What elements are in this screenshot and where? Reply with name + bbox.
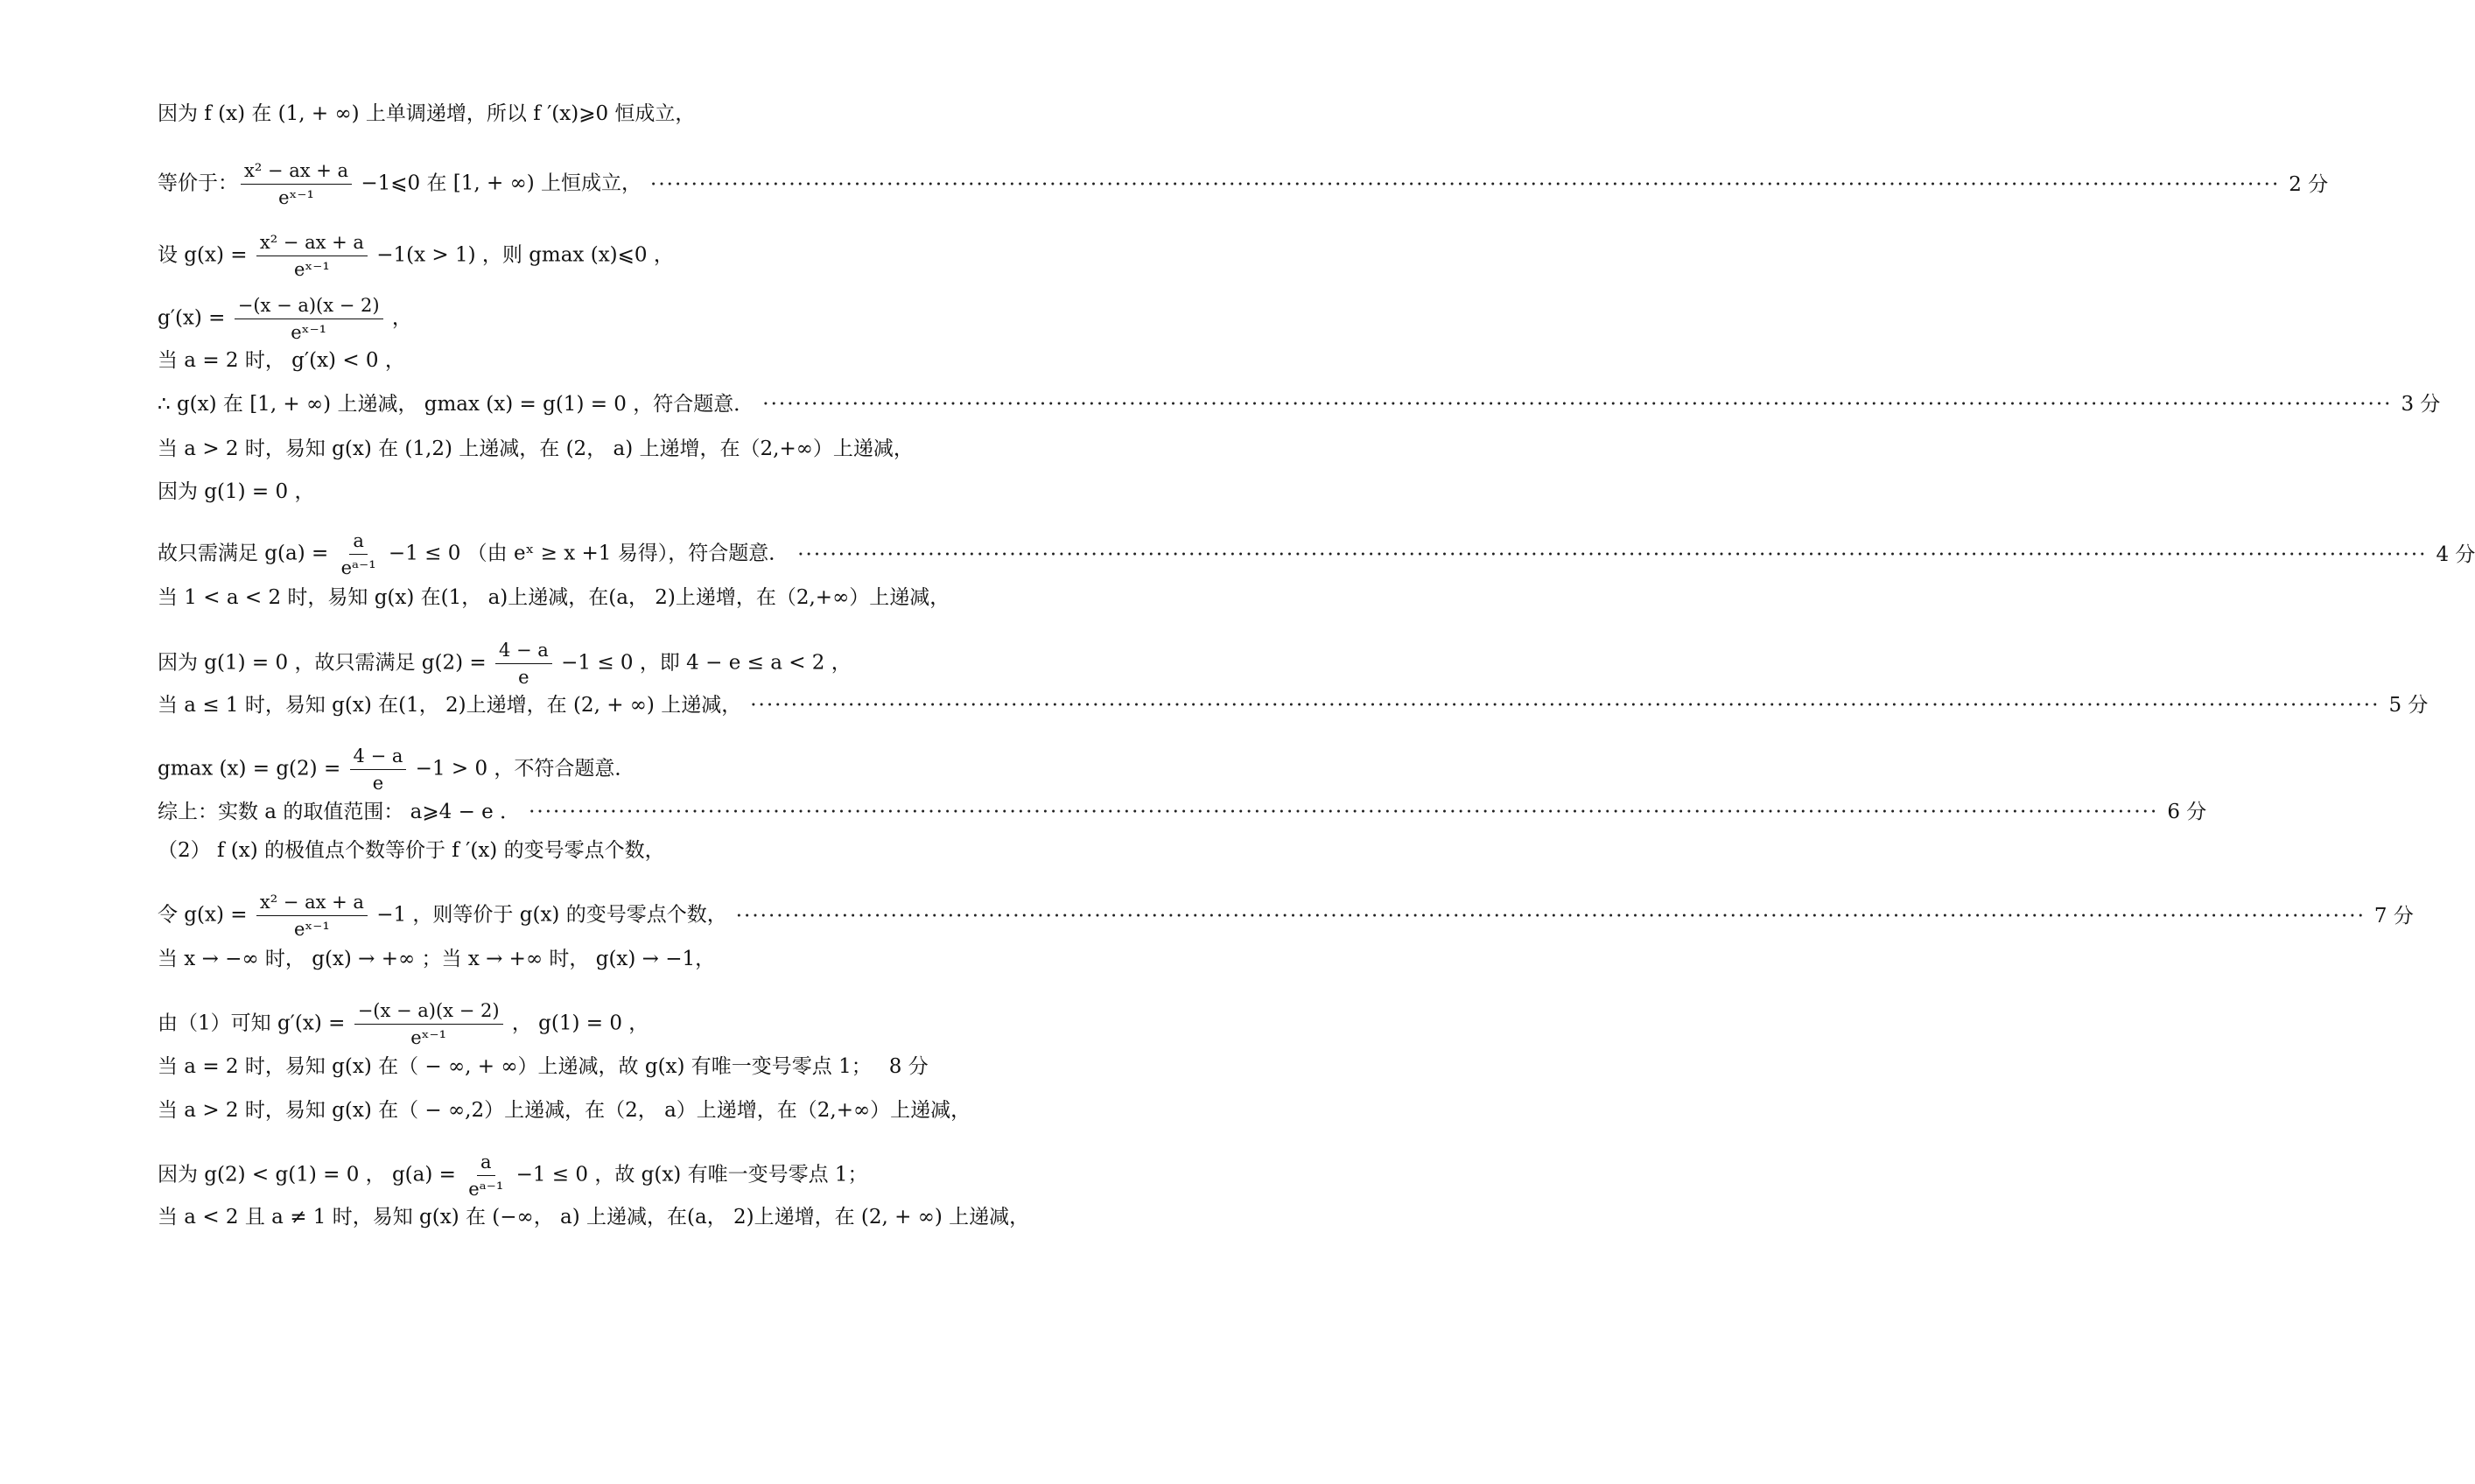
line-text: 当 a = 2 时，易知 g(x) 在（ − ∞, + ∞）上递减，故 g(x) 有唯一变号零点 1；	[158, 1055, 872, 1078]
fraction-numerator: x² − ax + a	[241, 159, 352, 185]
math-line	[158, 1053, 928, 1081]
line-text: 当 x → −∞ 时， g(x) → +∞ ；当 x → +∞ 时， g(x) → −1，	[158, 948, 716, 970]
line-prefix: 令 g(x) =	[158, 903, 254, 927]
line-text: 因为 g(1) = 0 ，	[158, 480, 315, 503]
fraction	[256, 231, 368, 281]
math-line	[158, 999, 928, 1049]
line-content	[158, 745, 635, 794]
line-text: 当 a > 2 时，易知 g(x) 在 (1,2) 上递减，在 (2， a) 上递增，在（2,+∞）上递减，	[158, 438, 914, 460]
line-suffix: −1(x > 1) ，则 gmax (x)⩽0 ，	[369, 243, 674, 267]
line-content	[158, 891, 727, 941]
fraction-numerator: a	[349, 529, 368, 555]
score-label: 4 分	[2436, 542, 2475, 566]
score-label: 6 分	[2167, 801, 2207, 823]
line-text: 因为 f (x) 在 (1, + ∞) 上单调递增，所以 f ′(x)⩾0 恒成立，	[158, 102, 696, 125]
line-content	[158, 798, 520, 826]
line-text: 当 a ≤ 1 时，易知 g(x) 在(1， 2)上递增，在 (2, + ∞) 上递减，	[158, 694, 742, 717]
line-content	[158, 1096, 971, 1124]
math-line	[158, 639, 928, 689]
line-prefix: g′(x) =	[158, 306, 232, 330]
line-content	[158, 639, 852, 689]
line-content	[158, 1053, 872, 1081]
math-line	[158, 529, 2475, 579]
math-line	[158, 1203, 1030, 1231]
line-content	[158, 529, 789, 579]
line-content	[158, 390, 754, 418]
fraction	[241, 159, 352, 209]
leader-dots: ········································································································································································································	[797, 542, 2428, 566]
fraction-numerator: a	[477, 1151, 495, 1176]
fraction-denominator: eˣ⁻¹	[291, 322, 327, 343]
line-content	[158, 1151, 868, 1200]
line-prefix: 故只需满足 g(a) =	[158, 542, 335, 565]
line-suffix: ，	[385, 306, 412, 330]
math-line	[158, 294, 928, 344]
line-text: 当 a > 2 时，易知 g(x) 在（ − ∞,2）上递减，在（2， a）上递增，在（2,+∞）上递减，	[158, 1099, 971, 1122]
fraction-denominator: eˣ⁻¹	[278, 187, 314, 208]
line-prefix: gmax (x) = g(2) =	[158, 757, 347, 780]
fraction-numerator: −(x − a)(x − 2)	[354, 999, 503, 1025]
math-line	[158, 945, 928, 973]
math-line	[158, 159, 2329, 209]
fraction-denominator: e	[518, 667, 529, 688]
fraction	[235, 294, 383, 344]
fraction-denominator: e	[372, 773, 384, 794]
line-suffix: −1⩽0 在 [1, + ∞) 上恒成立，	[354, 172, 642, 195]
math-line	[158, 798, 2207, 826]
line-content	[158, 691, 741, 719]
math-line	[158, 478, 928, 506]
math-line	[158, 390, 2441, 418]
line-prefix: 因为 g(1) = 0 ，故只需满足 g(2) =	[158, 651, 493, 675]
line-content	[158, 945, 715, 973]
score-label: 5 分	[2388, 694, 2429, 717]
line-content	[158, 231, 674, 281]
fraction-denominator: eᵃ⁻¹	[340, 557, 376, 578]
line-content	[158, 999, 649, 1049]
fraction-denominator: eˣ⁻¹	[293, 919, 330, 940]
line-content	[158, 100, 695, 128]
line-suffix: ， g(1) = 0 ，	[505, 1012, 649, 1035]
fraction-numerator: 4 − a	[350, 745, 407, 770]
line-content	[158, 836, 665, 864]
fraction-numerator: −(x − a)(x − 2)	[235, 294, 383, 319]
math-line	[158, 836, 928, 864]
fraction	[338, 529, 380, 579]
leader-dots: ········································································································································································································	[762, 393, 2393, 416]
line-suffix: −1 ≤ 0 ，即 4 − e ≤ a < 2 ，	[554, 651, 852, 675]
fraction	[495, 639, 552, 689]
line-content	[158, 584, 950, 612]
fraction-denominator: eᵃ⁻¹	[468, 1179, 504, 1200]
line-text: 当 1 < a < 2 时，易知 g(x) 在(1， a)上递减，在(a， 2)上递增，在（2,+∞）上递减，	[158, 586, 950, 609]
math-line	[158, 231, 928, 281]
math-line	[158, 691, 2429, 719]
score-label: 7 分	[2373, 904, 2414, 928]
line-content	[158, 294, 412, 344]
line-text: 当 a < 2 且 a ≠ 1 时，易知 g(x) 在 (−∞， a) 上递减，在(a， 2)上递增，在 (2, + ∞) 上递减，	[158, 1206, 1030, 1228]
fraction-numerator: x² − ax + a	[256, 891, 368, 916]
fraction-numerator: 4 − a	[495, 639, 552, 664]
score-label: 3 分	[2401, 393, 2441, 416]
math-line	[158, 1096, 971, 1124]
line-prefix: 由（1）可知 g′(x) =	[158, 1012, 352, 1035]
line-text: 综上：实数 a 的取值范围： a⩾4 − e ．	[158, 801, 521, 823]
line-content	[158, 435, 914, 463]
line-prefix: 设 g(x) =	[158, 243, 254, 267]
line-suffix: −1 ，则等价于 g(x) 的变号零点个数，	[369, 903, 727, 927]
line-content	[158, 478, 314, 506]
line-text: （2） f (x) 的极值点个数等价于 f ′(x) 的变号零点个数，	[158, 839, 665, 862]
math-line	[158, 435, 928, 463]
line-content	[158, 346, 405, 374]
leader-dots: ········································································································································································································	[529, 801, 2159, 823]
fraction-denominator: eˣ⁻¹	[293, 259, 330, 280]
score-label: 2 分	[2289, 172, 2329, 196]
math-line	[158, 100, 928, 128]
math-line	[158, 346, 928, 374]
leader-dots: ········································································································································································································	[750, 694, 2380, 717]
fraction	[465, 1151, 507, 1200]
math-line	[158, 891, 2414, 941]
line-content	[158, 1203, 1029, 1231]
line-suffix: −1 ≤ 0 （由 eˣ ≥ x +1 易得），符合题意．	[382, 542, 789, 565]
fraction	[354, 999, 503, 1049]
line-text: 当 a = 2 时， g′(x) < 0 ，	[158, 349, 405, 372]
leader-dots: ········································································································································································································	[650, 172, 2281, 196]
line-prefix: 等价于：	[158, 172, 238, 195]
math-line	[158, 584, 950, 612]
line-content	[158, 159, 642, 209]
leader-dots: ········································································································································································································	[735, 904, 2366, 928]
math-line	[158, 1151, 928, 1200]
line-suffix: −1 > 0 ，不符合题意．	[409, 757, 635, 780]
line-suffix: −1 ≤ 0 ，故 g(x) 有唯一变号零点 1；	[509, 1163, 868, 1186]
line-prefix: 因为 g(2) < g(1) = 0 ， g(a) =	[158, 1163, 463, 1186]
fraction	[256, 891, 368, 941]
fraction-numerator: x² − ax + a	[256, 231, 368, 256]
fraction	[350, 745, 407, 794]
score-label: 8 分	[888, 1055, 929, 1078]
fraction-denominator: eˣ⁻¹	[410, 1027, 447, 1048]
line-text: ∴ g(x) 在 [1, + ∞) 上递减， gmax (x) = g(1) = 0 ，符合题意．	[158, 393, 754, 416]
math-line	[158, 745, 928, 794]
